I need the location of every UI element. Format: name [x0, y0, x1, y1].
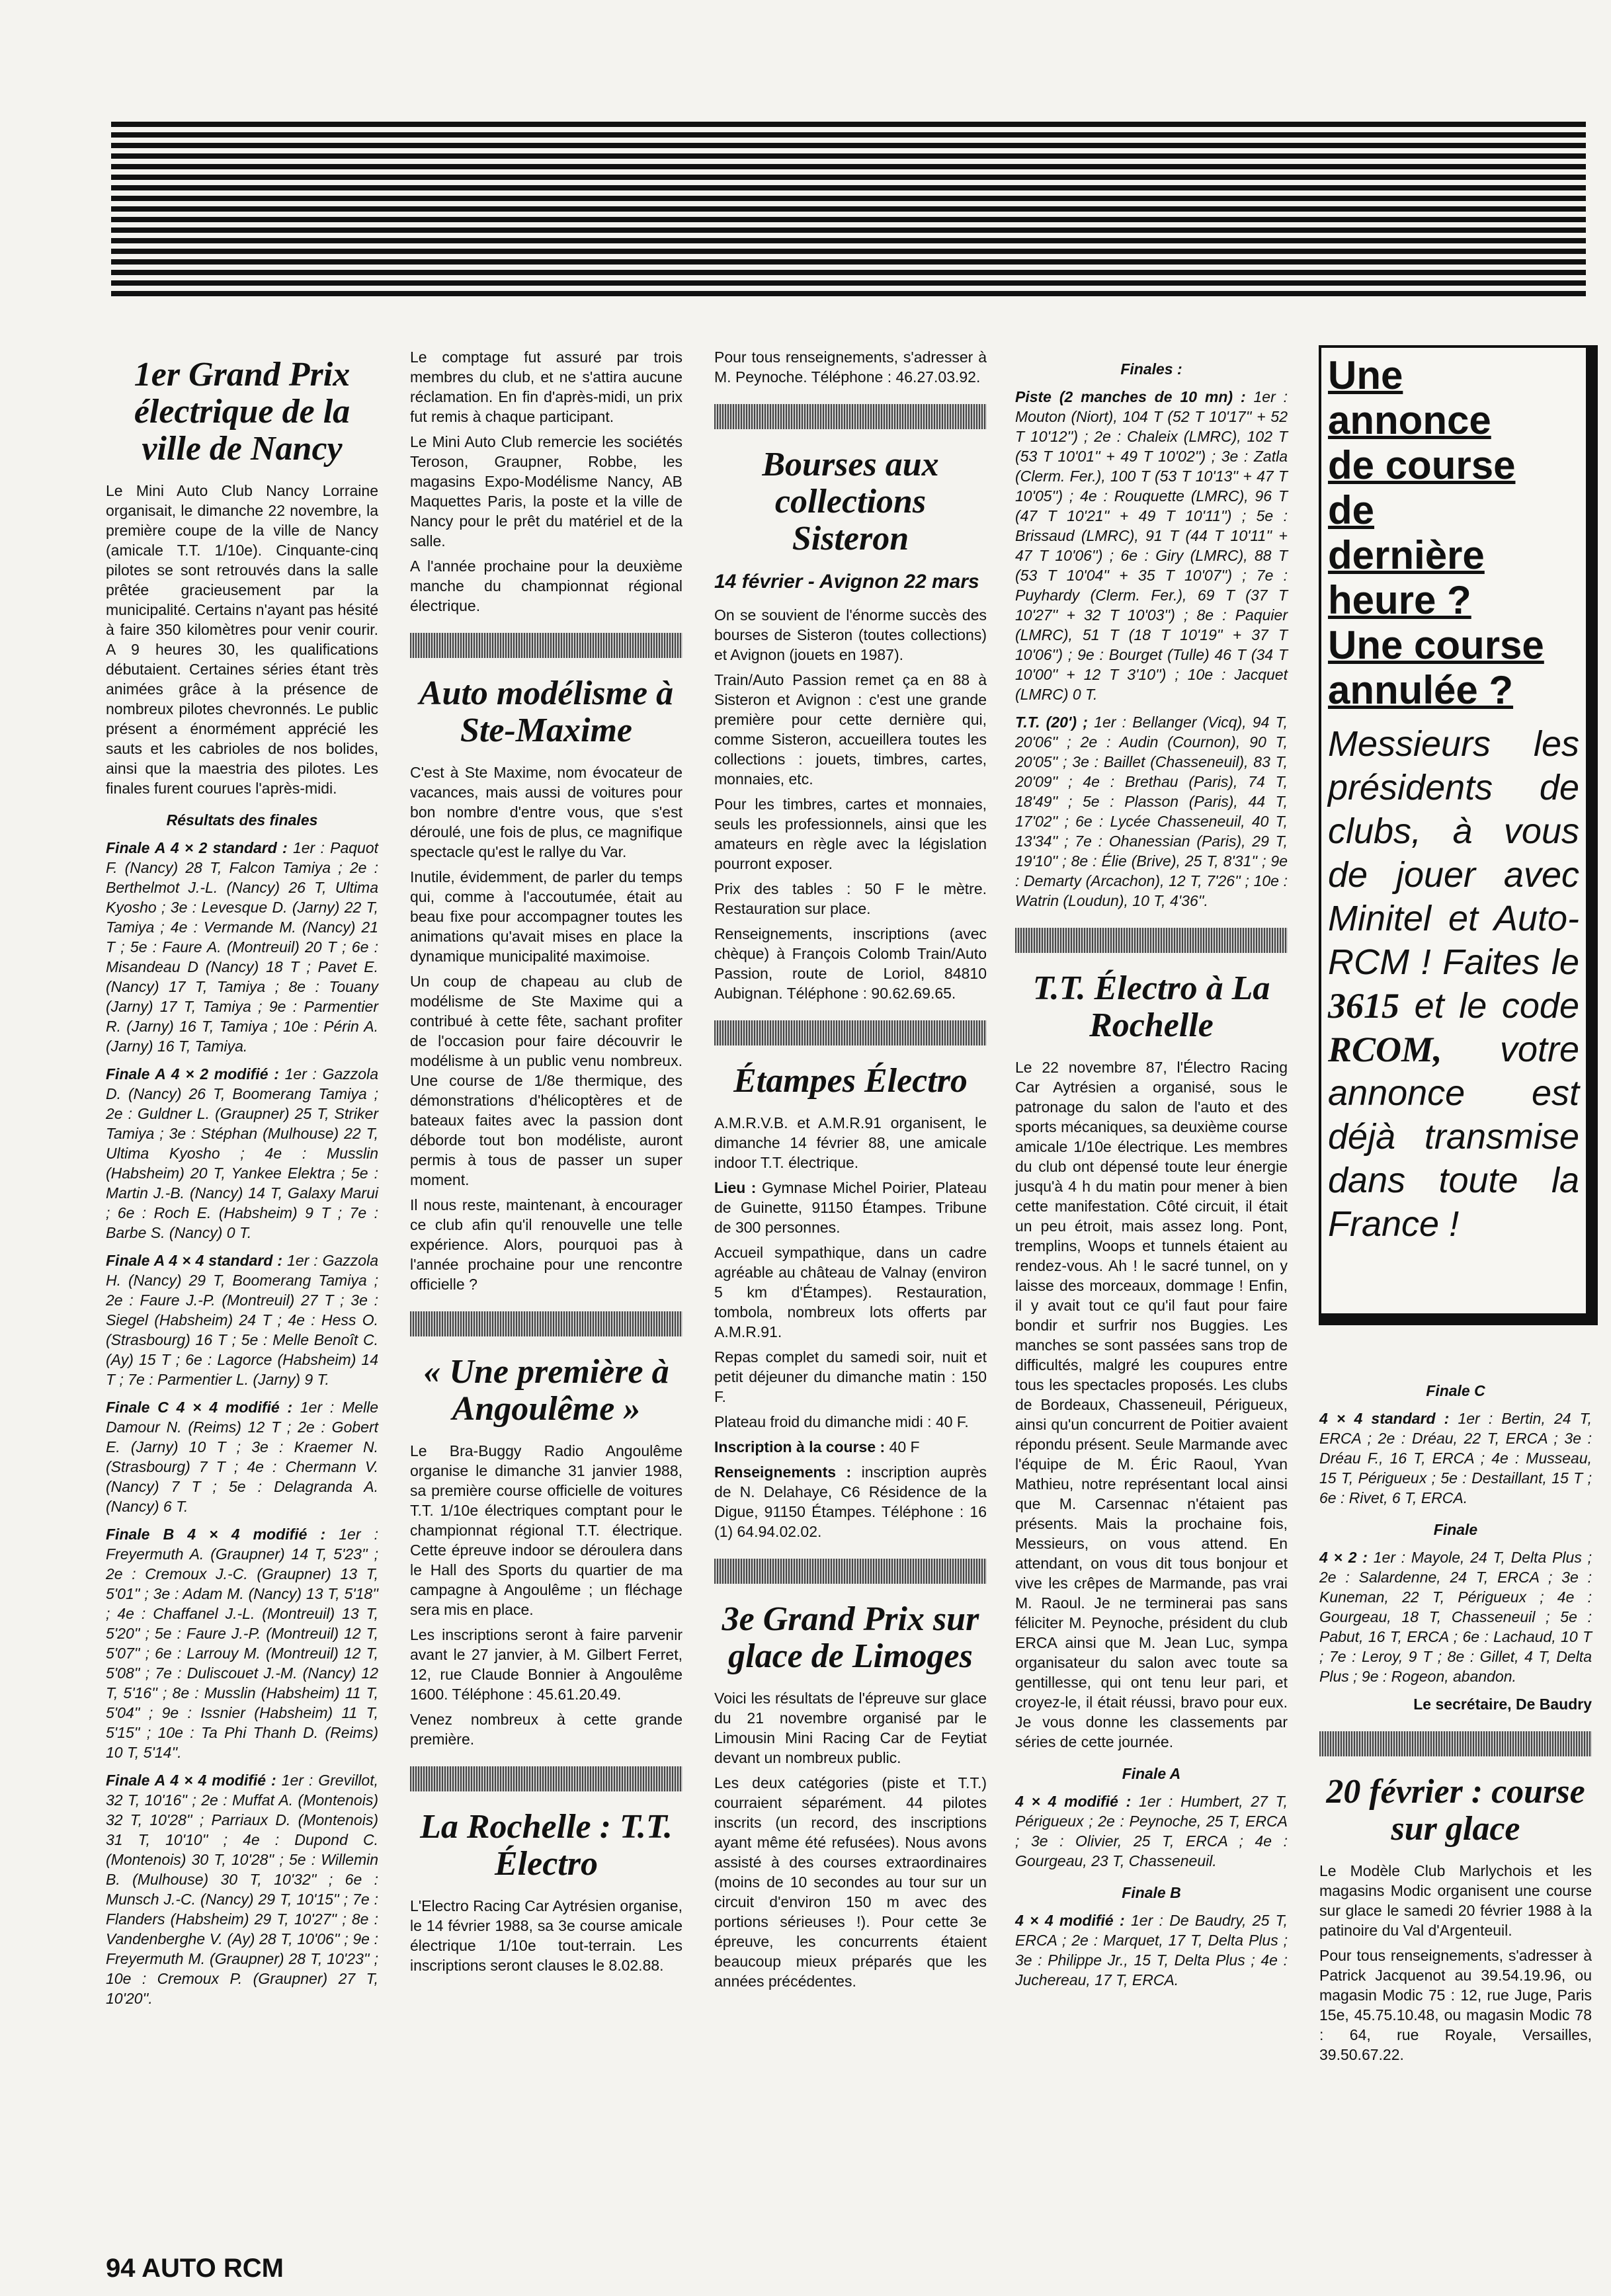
results-heading: Finale B	[1122, 1884, 1181, 1901]
article-title: 1er Grand Prix électrique de la ville de Nancy	[134, 356, 351, 468]
article-paragraph: Le Mini Auto Club Nancy Lorraine organisait, le dimanche 22 novembre, la première coupe de la ville de Nancy (amicale T.T. 1/10e). Cinquante-cinq pilotes se sont retrouvés dans la salle prêtée gracieusement par la municipalité. Certains n'ayant pas hésité à faire 350 kilomètres pour venir courir. A 9 heures 30, les qualifications débutaient. Certaines séries étant très animées grâce à la présence de nombreux pilotes chevronnés. Le public présent a énormément apprécié les sauts et les cabrioles de nos bolides, ainsi que la maestria des pilotes. Les finales furent courues l'après-midi.	[106, 482, 378, 797]
article-title: Étampes Électro	[733, 1062, 968, 1100]
results-block: 4 × 4 standard : 1er : Bertin, 24 T, ERCA ; 2e : Dréau, 22 T, ERCA ; 3e : Dréau F., 16 T, ERCA ; 4e : Musseau, 15 T, Périgueux ; 5e : Destaillant, 15 T ; 6e : Rivet, 6 T, ERCA.	[1319, 1410, 1592, 1506]
column-1	[106, 347, 378, 2016]
separator	[410, 1311, 682, 1336]
article-paragraph: Lieu : Gymnase Michel Poirier, Plateau de Guinette, 91150 Étampes. Tribune de 300 personnes.	[714, 1179, 987, 1236]
signature: Le secrétaire, De Baudry	[1413, 1696, 1592, 1713]
ad-text: Messieurs les présidents de clubs, à vous de jouer avec Minitel et Auto-RCM ! Faites le 3615 et le code RCOM, votre annonce est déjà transmise dans toute la France !	[1328, 724, 1579, 1244]
article-paragraph: Pour tous renseignements, s'adresser à Patrick Jacquenot au 39.54.19.96, ou magasin Modic 75 : 12, rue Juge, Paris 15e, 45.75.10.48, ou magasin Modic 78 : 64, rue Royale, Versailles, 39.50.67.22.	[1319, 1947, 1592, 2063]
separator	[1015, 928, 1288, 953]
article-paragraph: Plateau froid du dimanche midi : 40 F.	[714, 1413, 969, 1430]
column-4	[1015, 347, 1288, 1998]
article-title: T.T. Électro à La Rochelle	[1032, 969, 1270, 1044]
ad-heading: Une	[1328, 353, 1403, 397]
ad-heading: de course	[1328, 443, 1516, 487]
column-5	[1319, 1369, 1592, 2070]
results-block: Finale A 4 × 4 modifié : 1er : Grevillot, 32 T, 10'16'' ; 2e : Muffat A. (Montenois) 32 T, 10'28'' ; Parriaux D. (Montenois) 31 T, 10'10'' ; 4e : Dupond C. (Montenois) 30 T, 10'28'' ; 5e : Willemin B. (Mulhouse) 30 T, 10'32'' ; 6e : Munsch J.-C. (Nancy) 29 T, 10'15'' ; 7e : Flanders (Habsheim) 29 T, 10'27'' ; 8e : Vandenberghe V. (Ay) 28 T, 10'06'' ; 9e : Freyermuth M. (Graupner) 28 T, 10'23'' ; 10e : Cremoux P. (Graupner) 27 T, 10'20''.	[106, 1772, 379, 2007]
article-title: 3e Grand Prix sur glace de Limoges	[722, 1600, 979, 1675]
results-block: 4 × 4 modifié : 1er : De Baudry, 25 T, ERCA ; 2e : Marquet, 17 T, Delta Plus ; 3e : Philippe Jr., 15 T, Delta Plus ; 4e : Juchereau, 17 T, ERCA.	[1015, 1912, 1288, 1988]
results-block: 4 × 4 modifié : 1er : Humbert, 27 T, Périgueux ; 2e : Peynoche, 25 T, ERCA ; 3e : Olivier, 25 T, ERCA ; 4e : Gourgeau, 23 T, Chasseneuil.	[1015, 1793, 1288, 1869]
results-block: Finale A 4 × 2 standard : 1er : Paquot F. (Nancy) 28 T, Falcon Tamiya ; 2e : Berthelmot J.-L. (Nancy) 26 T, Ultima Kyosho ; 3e : Levesque D. (Jarny) 22 T, Tamiya ; 4e : Vermande M. (Nancy) 21 T ; 5e : Faure A. (Montreuil) 20 T ; 6e : Misandeau D (Nancy) 18 T ; Pavet E. (Nancy) 17 T, Tamiya ; 8e : Touany (Jarny) 17 T, Tamiya ; 9e : Parmentier R. (Jarny) 16 T, Tamiya ; 10e : Périn A. (Jarny) 16 T, Tamiya.	[106, 839, 379, 1055]
results-block: Finale B 4 × 4 modifié : 1er : Freyermuth A. (Graupner) 14 T, 5'23'' ; 2e : Cremoux J.-C. (Graupner) 13 T, 5'01'' ; 3e : Adam M. (Nancy) 13 T, 5'18'' ; 4e : Chaffanel J.-L. (Montreuil) 13 T, 5'20'' ; 5e : Faure J.-P. (Montreuil) 12 T, 5'07'' ; 6e : Larrouy M. (Montreuil) 12 T, 5'08'' ; 7e : Duliscouet J.-M. (Nancy) 12 T, 5'16'' ; 8e : Musslin (Habsheim) 11 T, 5'04'' ; 9e : Issnier (Habsheim) 11 T, 5'15'' ; 10e : Ta Phi Thanh D. (Reims) 10 T, 5'14''.	[106, 1526, 379, 1761]
ad-heading: Une course	[1328, 623, 1544, 667]
separator	[714, 404, 987, 429]
results-heading: Résultats des finales	[166, 811, 318, 829]
ad-heading: heure ?	[1328, 578, 1471, 622]
results-block: Finale A 4 × 4 standard : 1er : Gazzola H. (Nancy) 29 T, Boomerang Tamiya ; 2e : Faure J.-P. (Montreuil) 27 T ; 3e : Siegel (Habsheim) 24 T ; 4e : Hess O. (Strasbourg) 16 T ; 5e : Melle Benoît C. (Ay) 15 T ; 6e : Lagorce (Habsheim) 14 T ; 7e : Parmentier L. (Jarny) 9 T.	[106, 1252, 378, 1388]
minitel-ad-box	[1319, 345, 1598, 1325]
article-paragraph: Train/Auto Passion remet ça en 88 à Sisteron et Avignon : c'est une grande première pour cette dernière qui, comme Sisteron, accueillera toutes les collections : jouets, timbres, cartes, monnaies, etc.	[714, 671, 987, 788]
results-block: Piste (2 manches de 10 mn) : 1er : Mouton (Niort), 104 T (52 T 10'17'' + 52 T 10'12'') ; 2e : Chaleix (LMRC), 102 T (53 T 10'01'' + 49 T 10'02'') ; 3e : Zatla (Clerm. Fer.), 100 T (53 T 10'13'' + 47 T 10'05'') ; 4e : Rouquette (LMRC), 96 T (47 T 10'21'' + 49 T 10'11'') ; 5e : Brissaud (LMRC), 91 T (44 T 10'11'' + 47 T 10'06'') ; 6e : Giry (LMRC), 88 T (53 T 10'04'' + 35 T 10'07'') ; 7e : Puyhardy (Clerm. Fer.), 69 T (37 T 10'27'' + 32 T 10'03'') ; 8e : Paquier (LMRC), 51 T (18 T 10'19'' + 37 T 10'06'') ; 9e : Bourget (Tulle) 46 T (34 T 10'00'' + 12 T 3'10'') ; 10e : Jacquet (LMRC) 0 T.	[1015, 388, 1288, 703]
article-paragraph: Renseignements, inscriptions (avec chèque) à François Colomb Train/Auto Passion, route de Loriol, 84810 Aubignan. Téléphone : 90.62.69.65.	[714, 925, 987, 1002]
results-heading: Finale C	[1426, 1382, 1485, 1399]
article-title: Auto modélisme à Ste-Maxime	[419, 675, 674, 749]
page-footer: 94 AUTO RCM	[106, 2254, 284, 2283]
results-heading: Finale	[1433, 1521, 1478, 1538]
article-paragraph: Le 22 novembre 87, l'Électro Racing Car Aytrésien a organisé, sous le patronage du salon de l'auto et des sports mécaniques, sa deuxième course amicale 1/10e électrique. Les membres du club ont dépensé toute leur énergie jusqu'à 4 h du matin pour mener à bien cette manifestation. Côté circuit, il était un peu étroit, mais assez long. Pont, tremplins, Woops et tunnels étaient au rendez-vous. Ah ! le sacré tunnel, on y laisse des morceaux, dommage ! Enfin, il y avait tout ce qu'il faut pour faire bondir et surfrir nos Buggies. Les manches se sont passées sans trop de difficultés, malgré les coupures entre tous les spectacles proposés. Les clubs de Bordeaux, Chasseneuil, Périgueux, ainsi qu'un concurrent de Poitier avaient répondu présent. Seule Marmande avec l'équipe de M. Éric Raoul, Yvan Mathieu, notre représentant local ainsi que M. Carsennac n'étaient pas présents. Mais la prochaine fois, Messieurs, on vous attend. En attendant, on vous dit tous bonjour et vive les crêpes de Marmande, pas vrai M. Raoul. Je ne terminerai pas sans féliciter M. Peynoche, président du club ERCA ainsi que M. Jean Luc, sympa organisateur du salon avec toute sa gentillesse, qui ont tenu leur pari, et croyez-le, il était réussi, bravo pour eux. Je vous donne les classements par séries de cette journée.	[1015, 1059, 1288, 1750]
article-paragraph: A.M.R.V.B. et A.M.R.91 organisent, le dimanche 14 février 88, une amicale indoor T.T. électrique.	[714, 1114, 987, 1171]
ad-heading: de	[1328, 488, 1375, 532]
article-paragraph: Inutile, évidemment, de parler du temps qui, comme à l'accoutumée, était au beau fixe pour accompagner toutes les animations qu'avait mises en place la dynamique municipalité maximoise.	[410, 868, 682, 965]
results-heading: Finales :	[1120, 360, 1182, 378]
article-paragraph: A l'année prochaine pour la deuxième manche du championnat régional électrique.	[410, 557, 682, 614]
article-paragraph: Il nous reste, maintenant, à encourager ce club afin qu'il renouvelle une telle expérience. Alors, pourquoi pas à l'année prochaine pour une rencontre officielle ?	[410, 1196, 682, 1293]
results-block: 4 × 2 : 1er : Mayole, 24 T, Delta Plus ; 2e : Salardenne, 24 T, ERCA ; 3e : Kuneman, 22 T, Périgueux ; 4e : Gourgeau, 18 T, Chasseneuil ; 5e : Pabut, 16 T, ERCA ; 6e : Lachaud, 10 T ; 7e : Leroy, 9 T ; 8e : Gillet, 4 T, Delta Plus ; 9e : Rogeon, abandon.	[1319, 1549, 1592, 1685]
article-paragraph: Le Modèle Club Marlychois et les magasins Modic organisent une course sur glace le samedi 20 février 1988 à la patinoire du Val d'Argenteuil.	[1319, 1862, 1592, 1939]
column-2	[410, 347, 682, 1981]
article-paragraph: Prix des tables : 50 F le mètre. Restauration sur place.	[714, 880, 987, 917]
article-paragraph: Le comptage fut assuré par trois membres du club, et ne s'attira aucune réclamation. En fin d'après-midi, un prix fut remis à chaque participant.	[410, 348, 682, 425]
column-3	[714, 347, 987, 1996]
results-heading: Finale A	[1122, 1765, 1181, 1782]
ad-heading: dernière	[1328, 533, 1485, 577]
ad-heading: annulée ?	[1328, 668, 1514, 712]
article-paragraph: Le Mini Auto Club remercie les sociétés Teroson, Graupner, Robbe, les magasins Expo-Modélisme Nancy, AB Maquettes Paris, la poste et la ville de Nancy pour le prêt du matériel et de la salle.	[410, 433, 682, 550]
article-paragraph: Voici les résultats de l'épreuve sur glace du 21 novembre organisé par le Limousin Mini Racing Car de Feytiat devant un nombreux public.	[714, 1690, 987, 1766]
article-title: 20 février : course sur glace	[1326, 1773, 1585, 1848]
article-paragraph: Un coup de chapeau au club de modélisme de Ste Maxime qui a contribué à cette fête, sachant profiter de l'occasion pour faire découvrir le modélisme à un public venu nombreux. Une course de 1/8e thermique, des démonstrations d'hélicoptères et de bateaux faites avec la passion dont déborde tout bon modéliste, auront permis à tous de passer un super moment.	[410, 973, 682, 1188]
article-paragraph: Les deux catégories (piste et T.T.) courraient séparément. 44 pilotes inscrits (un record, des inscriptions ayant même été refusées). Nous avons assisté à des courses extraordinaires (moins de 10 secondes au tour sur un circuit d'environ 150 m avec des portions sérieuses !). Pour cette 3e épreuve, les concurrents étaient beaucoup mieux préparés que les années précédentes.	[714, 1774, 987, 1990]
separator	[410, 633, 682, 658]
ad-code-name: RCOM,	[1328, 1030, 1442, 1069]
article-paragraph: L'Electro Racing Car Aytrésien organise, le 14 février 1988, sa 3e course amicale électrique 1/10e tout-terrain. Les inscriptions seront clauses le 8.02.88.	[410, 1897, 682, 1974]
article-subtitle: 14 février - Avignon 22 mars	[714, 571, 979, 593]
ad-heading: annonce	[1328, 398, 1491, 442]
results-block: T.T. (20') ; 1er : Bellanger (Vicq), 94 T, 20'06'' ; 2e : Audin (Cournon), 90 T, 20'05'' ; 3e : Baillet (Chasseneuil), 83 T, 20'09'' ; 4e : Brethau (Paris), 74 T, 18'49'' ; 5e : Plasson (Paris), 44 T, 17'02'' ; 6e : Lycée Chasseneuil, 40 T, 13'34'' ; 7e : Ohanessian (Paris), 29 T, 19'10'' ; 8e : Élie (Brive), 25 T, 8'31'' ; 9e : Demarty (Arcachon), 12 T, 7'26'' ; 10e : Watrin (Loudun), 10 T, 4'36''.	[1015, 714, 1288, 909]
article-paragraph: Pour les timbres, cartes et monnaies, seuls les professionnels, ainsi que les amateurs en règle avec la législation pourront exposer.	[714, 796, 987, 872]
article-paragraph: Pour tous renseignements, s'adresser à M. Peynoche. Téléphone : 46.27.03.92.	[714, 348, 987, 386]
article-paragraph: Les inscriptions seront à faire parvenir avant le 27 janvier, à M. Gilbert Ferret, 12, rue Claude Bonnier à Angoulême 1600. Téléphone : 45.61.20.49.	[410, 1626, 682, 1703]
ad-code-number: 3615	[1328, 986, 1399, 1026]
separator	[714, 1559, 987, 1584]
header-stripes	[111, 122, 1586, 302]
article-paragraph: Repas complet du samedi soir, nuit et petit déjeuner du dimanche matin : 150 F.	[714, 1348, 987, 1405]
article-title: La Rochelle : T.T. Électro	[420, 1808, 673, 1883]
article-paragraph: Venez nombreux à cette grande première.	[410, 1711, 682, 1748]
results-block: Finale C 4 × 4 modifié : 1er : Melle Damour N. (Reims) 12 T ; 2e : Gobert E. (Jarny) 10 T ; 3e : Kraemer N. (Strasbourg) 7 T ; 4e : Chermann V. (Nancy) 7 T ; 5e : Delagranda A. (Nancy) 6 T.	[106, 1399, 378, 1515]
separator	[714, 1020, 987, 1046]
results-block: Finale A 4 × 2 modifié : 1er : Gazzola D. (Nancy) 26 T, Boomerang Tamiya ; 2e : Guldner L. (Graupner) 25 T, Striker Tamiya ; 3e : Stéphan (Mulhouse) 22 T, Ultima Kyosho ; 4e : Musslin (Habsheim) 20 T, Yankee Elektra ; 5e : Martin J.-B. (Nancy) 14 T, Galaxy Marui ; 6e : Roch E. (Habsheim) 9 T ; 7e : Barbe S. (Nancy) 0 T.	[106, 1065, 378, 1241]
article-paragraph: Le Bra-Buggy Radio Angoulême organise le dimanche 31 janvier 1988, sa première course officielle de voitures T.T. 1/10e électriques comptant pour le championnat régional T.T. électrique. Cette épreuve indoor se déroulera dans le Hall des Sports du quartier de ma campagne à Angoulême ; un fléchage sera mis en place.	[410, 1442, 682, 1618]
article-paragraph: Accueil sympathique, dans un cadre agréable au château de Valnay (environ 5 km d'Étampes). Restauration, tombola, nombreux lots offerts par A.M.R.91.	[714, 1244, 987, 1340]
separator	[410, 1766, 682, 1791]
article-paragraph: On se souvient de l'énorme succès des bourses de Sisteron (toutes collections) et Avignon (jouets en 1987).	[714, 606, 987, 663]
article-paragraph: Inscription à la course : 40 F	[714, 1438, 920, 1456]
article-title: Bourses aux collections Sisteron	[762, 446, 939, 557]
article-title: « Une première à Angoulême »	[423, 1353, 669, 1428]
separator	[1319, 1731, 1592, 1756]
article-paragraph: C'est à Ste Maxime, nom évocateur de vacances, mais aussi de voitures pour bon nombre d'entre vous, que s'est déroulé, une fois de plus, ce magnifique spectacle qu'est le rallye du Var.	[410, 764, 682, 860]
article-paragraph: Renseignements : inscription auprès de N. Delahaye, C6 Résidence de la Digue, 91150 Étampes. Téléphone : 16 (1) 64.94.02.02.	[714, 1463, 987, 1540]
